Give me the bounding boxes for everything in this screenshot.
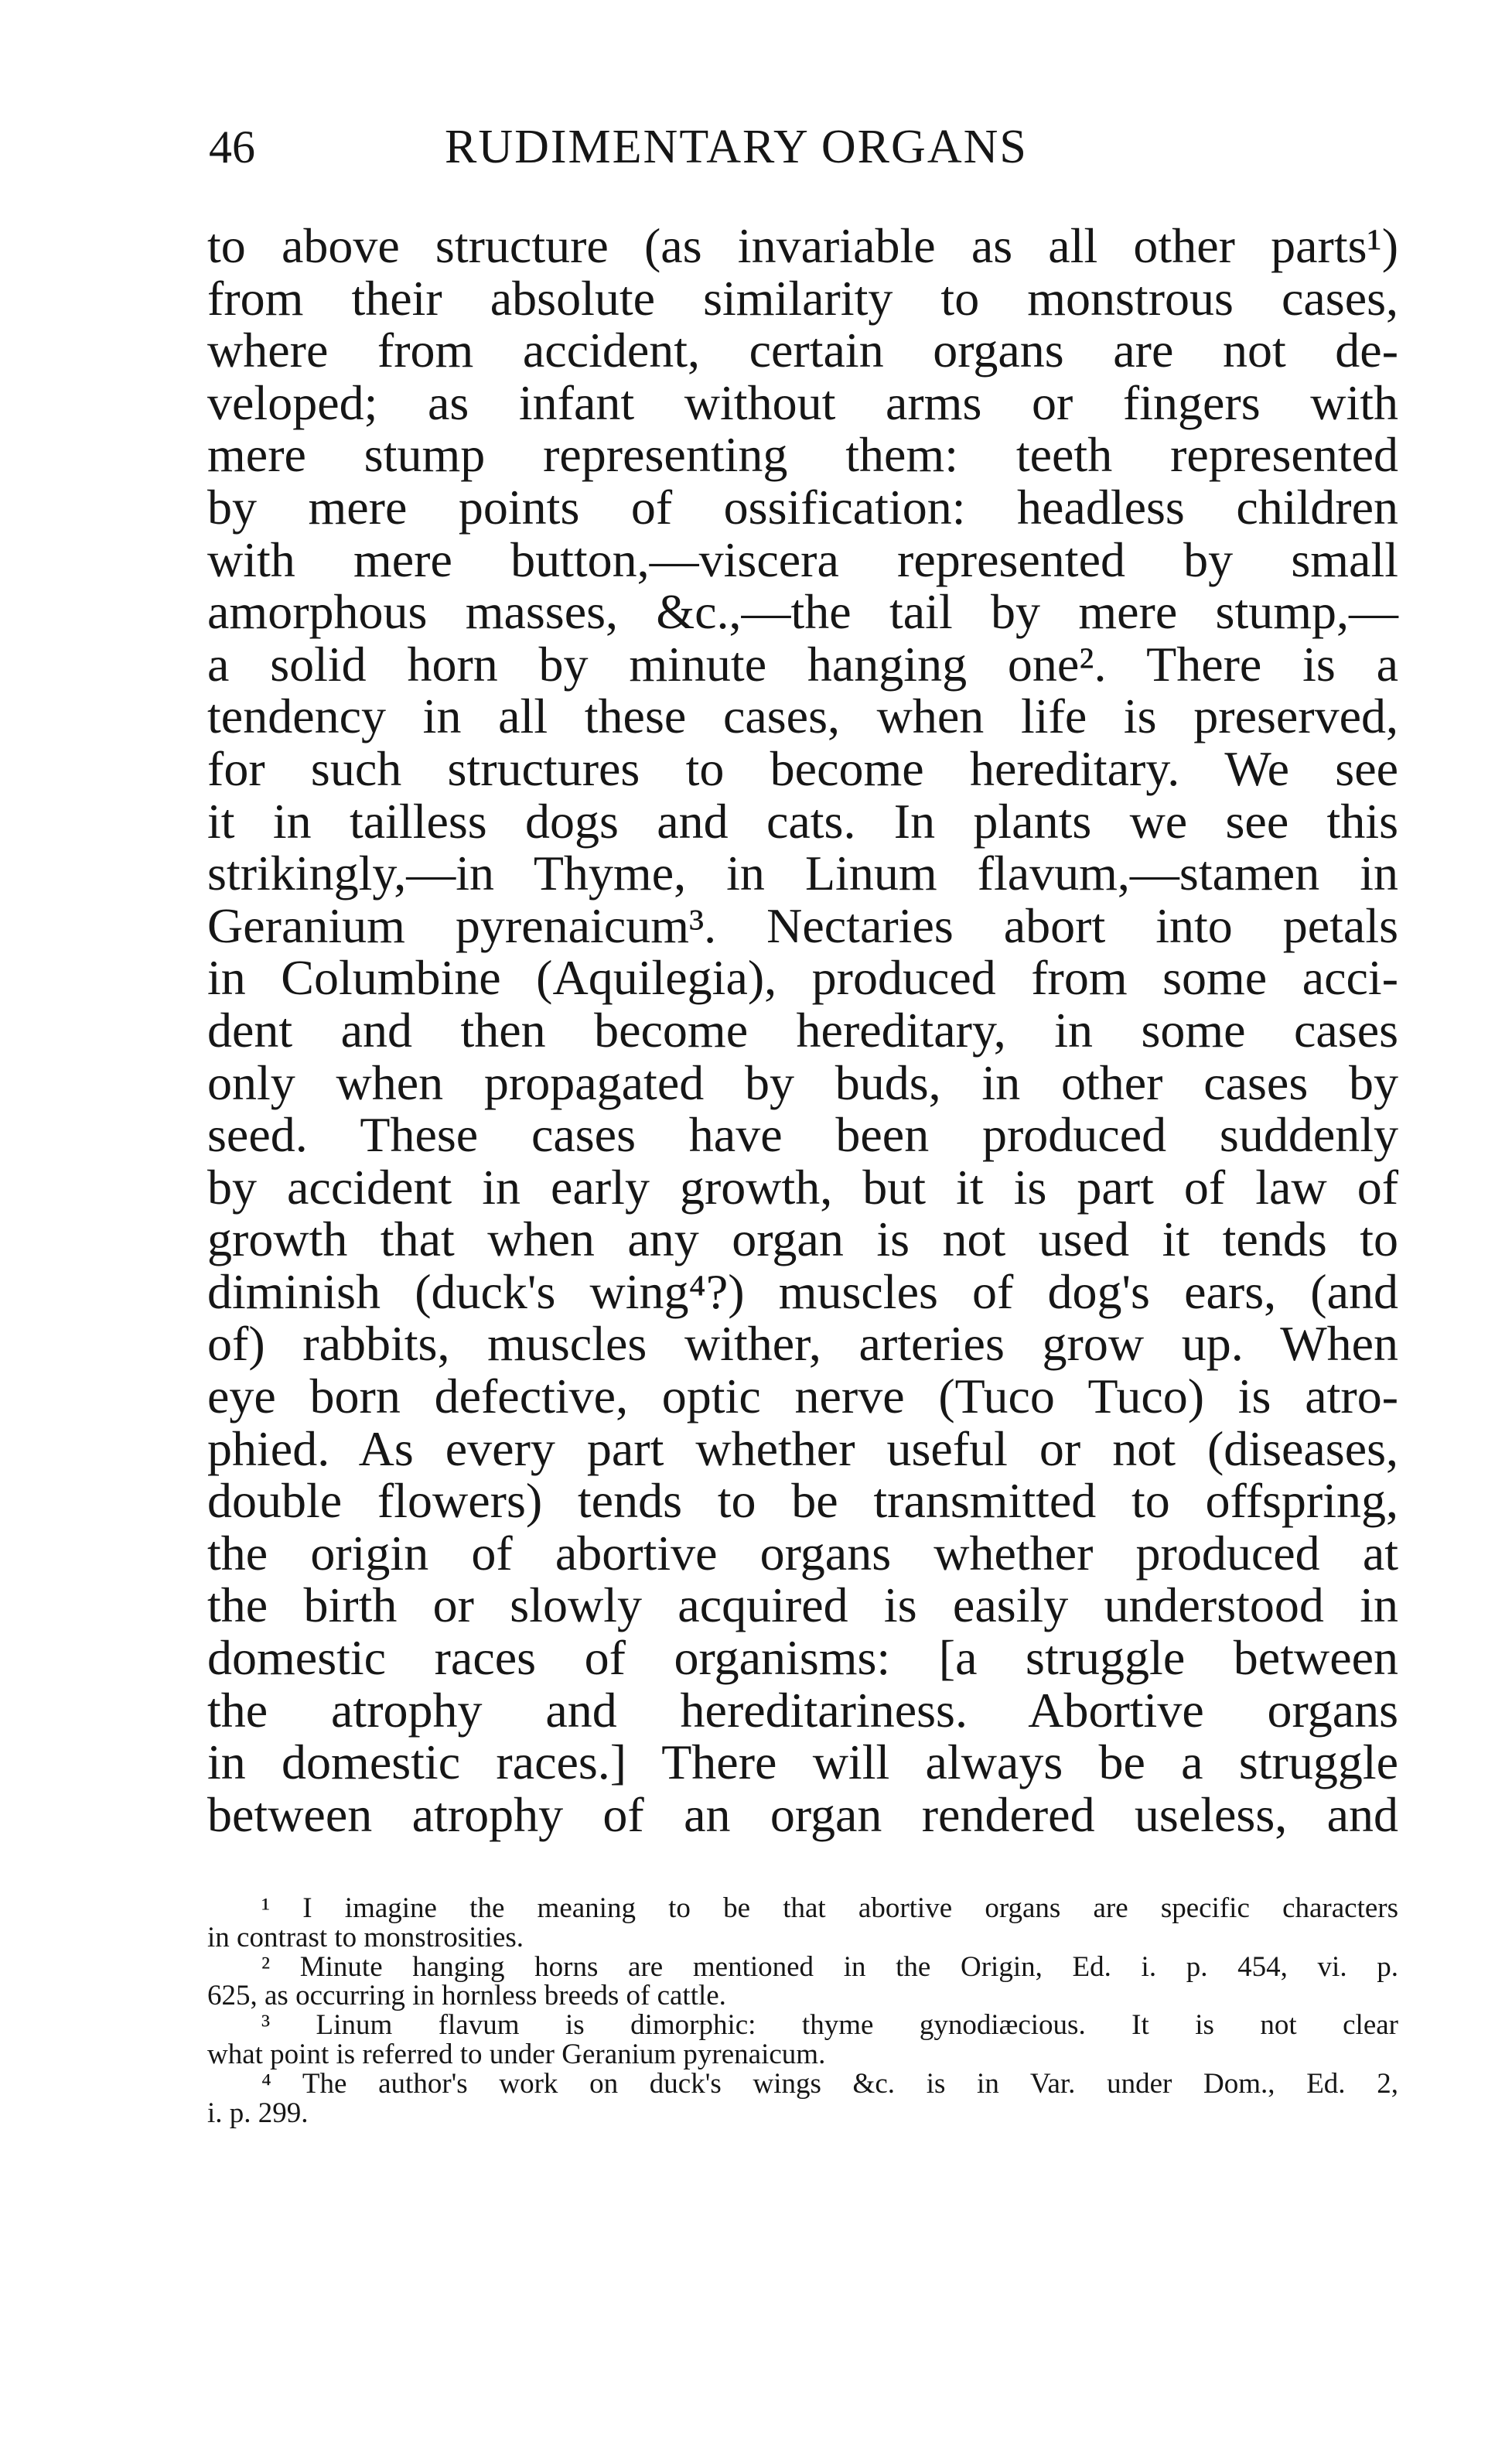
body-line: it in tailless dogs and cats. In plants we see this [207, 793, 1398, 849]
body-line: growth that when any organ is not used it tends to [207, 1212, 1398, 1267]
footnote-line: ³ Linum flavum is dimorphic: thyme gynodiæcious. It is not clear [261, 2009, 1398, 2042]
body-line: of) rabbits, muscles wither, arteries grow up. When [207, 1316, 1398, 1372]
body-line: phied. As every part whether useful or not (diseases, [207, 1420, 1398, 1476]
body-line: seed. These cases have been produced suddenly [207, 1107, 1398, 1163]
footnote-line: in contrast to monstrosities. [207, 1921, 524, 1953]
running-head [209, 116, 1400, 178]
body-line: only when propagated by buds, in other cases by [207, 1054, 1398, 1110]
body-line: by mere points of ossification: headless children [207, 479, 1398, 535]
body-line: the birth or slowly acquired is easily understood in [207, 1577, 1398, 1633]
body-line: the origin of abortive organs whether produced at [207, 1525, 1398, 1581]
body-line: where from accident, certain organs are not de- [207, 323, 1398, 378]
body-line: by accident in early growth, but it is part of law of [207, 1159, 1398, 1215]
footnote-line: ¹ I imagine the meaning to be that abortive organs are specific characters [261, 1892, 1398, 1924]
body-line: to above structure (as invariable as all other parts¹) [207, 218, 1398, 273]
body-text [207, 220, 1398, 1840]
body-line: in Columbine (Aquilegia), produced from some acci- [207, 950, 1398, 1006]
body-line: diminish (duck's wing⁴?) muscles of dog's ears, (and [207, 1263, 1398, 1319]
body-line: Geranium pyrenaicum³. Nectaries abort into petals [207, 897, 1398, 953]
body-line: domestic races of organisms: [a struggle between [207, 1630, 1398, 1686]
body-line: mere stump representing them: teeth represented [207, 427, 1398, 483]
body-line: dent and then become hereditary, in some cases [207, 1002, 1398, 1058]
body-line: a solid horn by minute hanging one². There is a [207, 636, 1398, 692]
body-line: double flowers) tends to be transmitted to offspring, [207, 1473, 1398, 1529]
page-title: RUDIMENTARY ORGANS [445, 121, 1028, 173]
body-line: in domestic races.] There will always be a struggle [207, 1735, 1398, 1790]
footnote-line: ² Minute hanging horns are mentioned in the Origin, Ed. i. p. 454, vi. p. [261, 1950, 1398, 1983]
body-line: tendency in all these cases, when life is preserved, [207, 689, 1398, 744]
body-line: eye born defective, optic nerve (Tuco Tuco) is atro- [207, 1369, 1398, 1424]
footnote-line: ⁴ The author's work on duck's wings &c. is in Var. under Dom., Ed. 2, [261, 2067, 1398, 2100]
body-line: between atrophy of an organ rendered useless, and [207, 1786, 1398, 1842]
body-line: the atrophy and hereditariness. Abortive organs [207, 1682, 1398, 1738]
body-line: amorphous masses, &c.,—the tail by mere stump,— [207, 584, 1398, 640]
footnote-line: i. p. 299. [207, 2097, 309, 2129]
footnotes [207, 1894, 1398, 2128]
body-line: for such structures to become hereditary. We see [207, 740, 1398, 796]
body-line: strikingly,—in Thyme, in Linum flavum,—stamen in [207, 846, 1398, 901]
footnote-line: what point is referred to under Geranium pyrenaicum. [207, 2038, 826, 2070]
page-number: 46 [209, 121, 255, 173]
footnote-line: 625, as occurring in hornless breeds of cattle. [207, 1980, 726, 2012]
body-line: with mere button,—viscera represented by small [207, 531, 1398, 587]
body-line: from their absolute similarity to monstrous cases, [207, 270, 1398, 326]
body-line: veloped; as infant without arms or fingers with [207, 374, 1398, 430]
